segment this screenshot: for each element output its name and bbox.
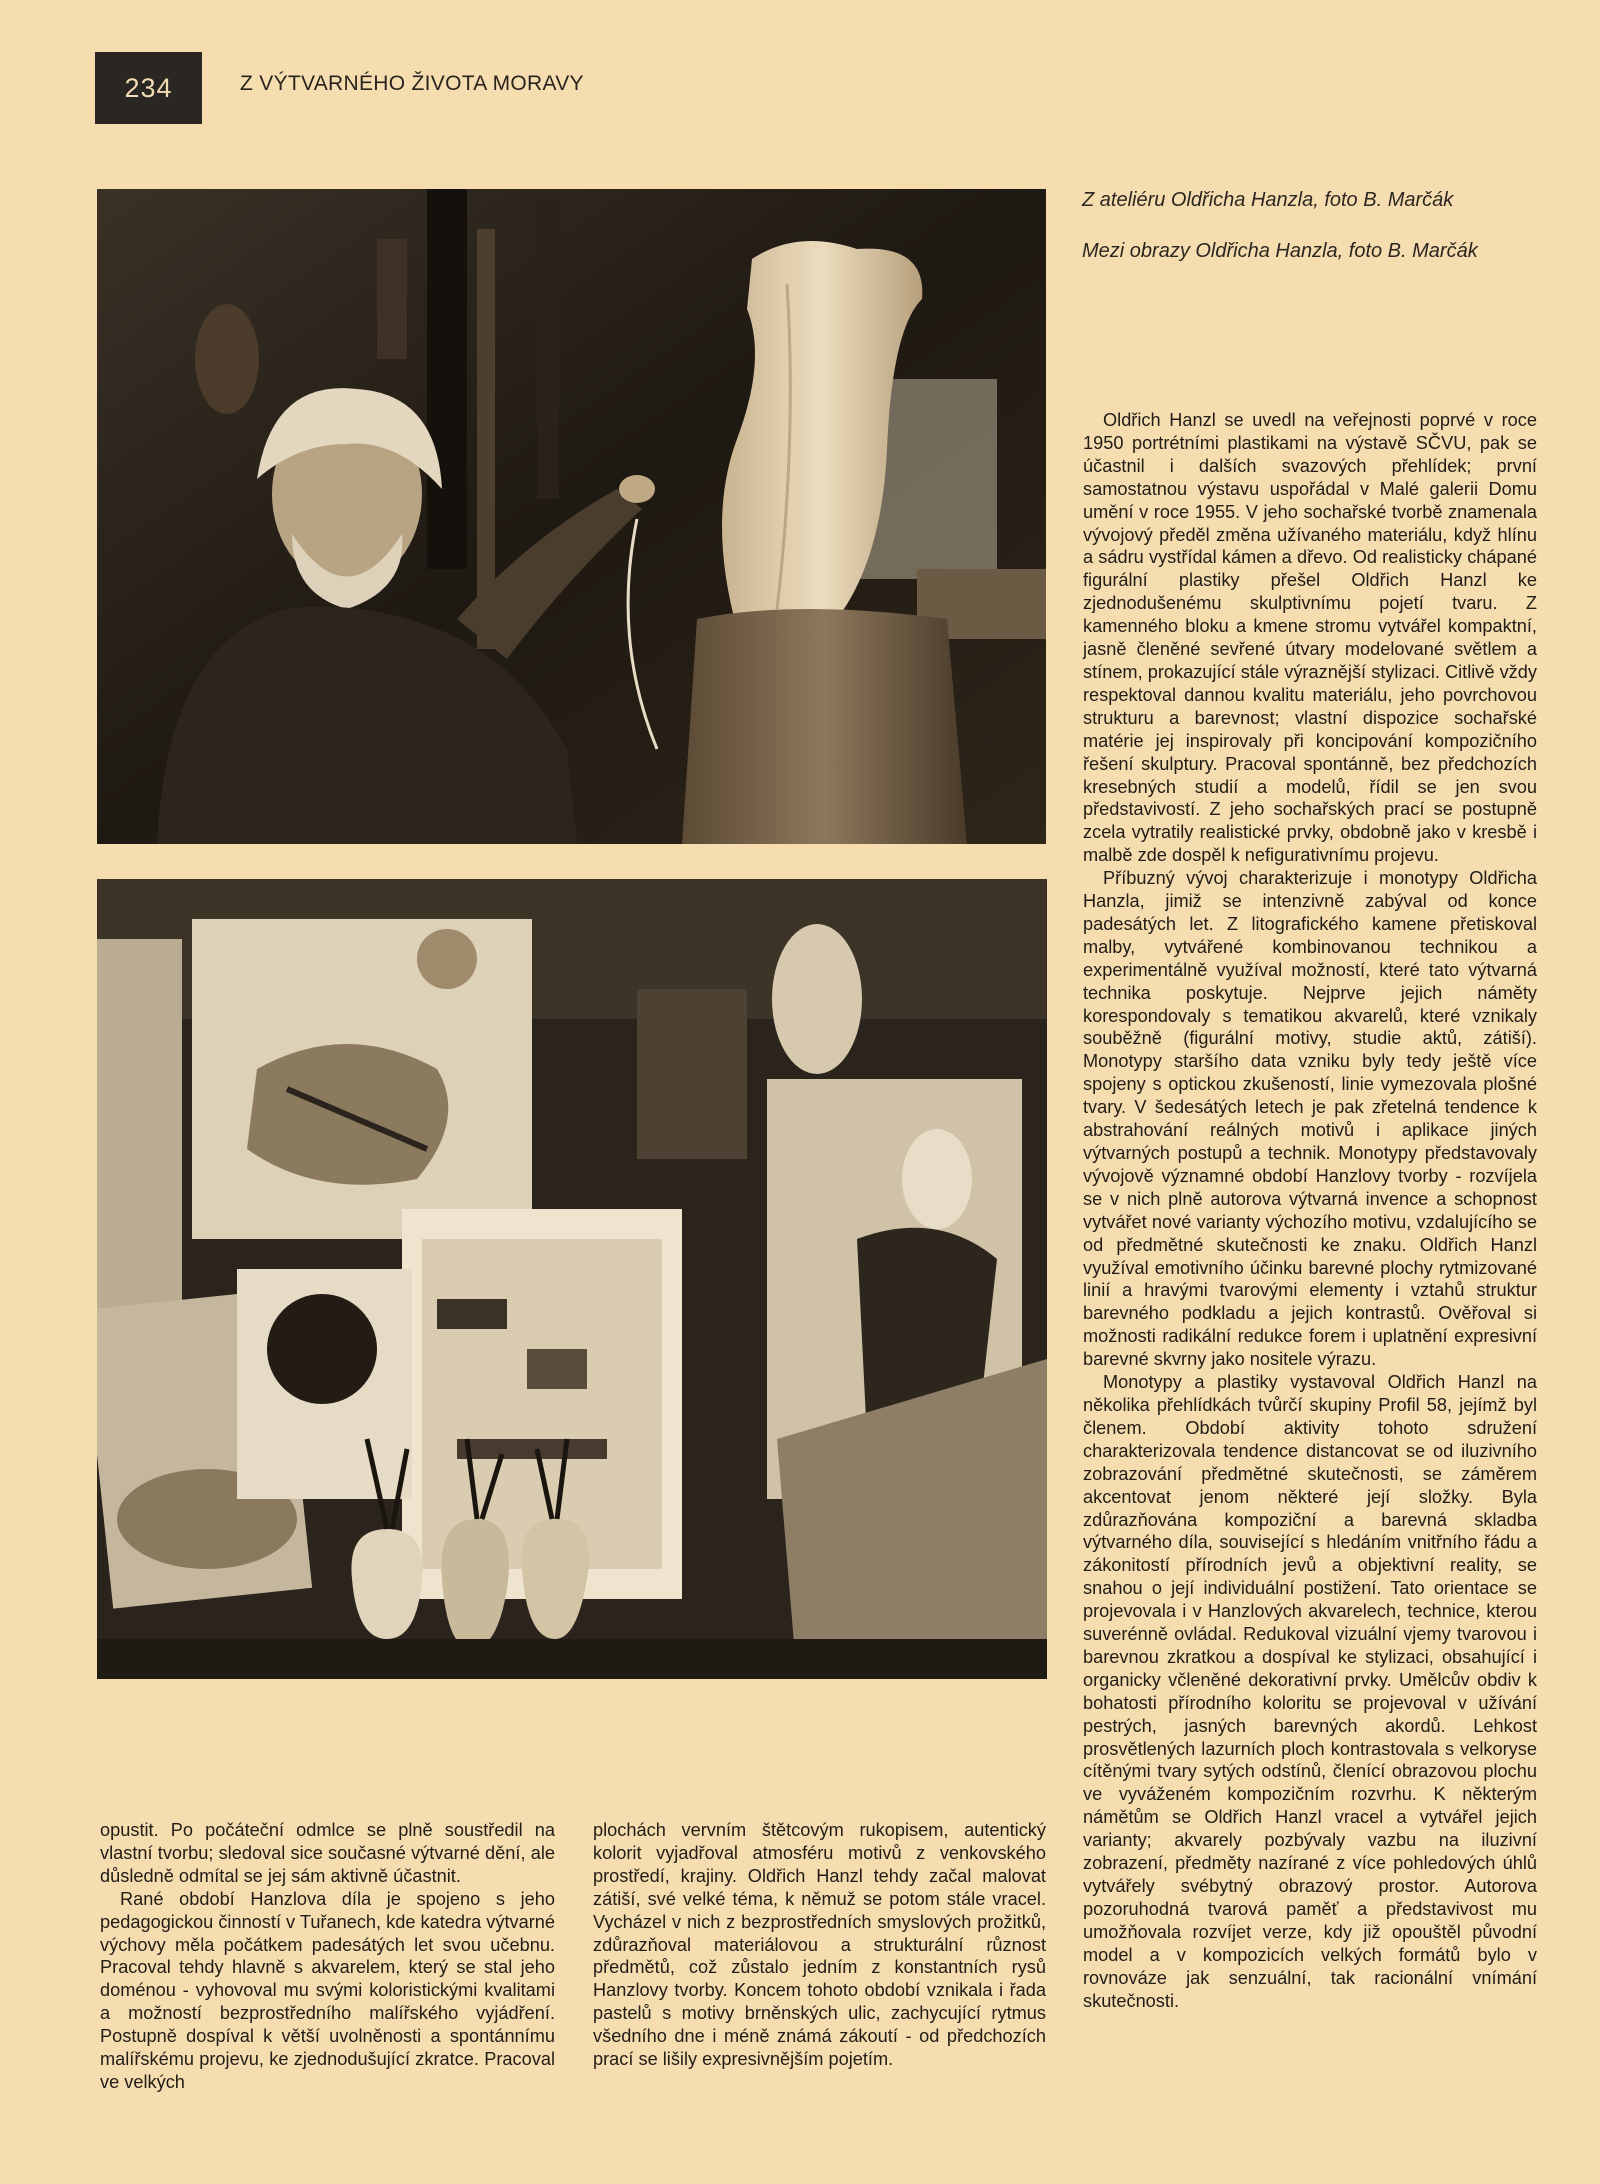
article-column-left: [100, 1819, 555, 2094]
article-paragraph: Rané období Hanzlova díla je spojeno s jeho pedagogickou činností v Tuřanech, kde katedra výtvarné výchovy měla počátkem padesátých let svou učebnu. Pracoval tehdy hlavně s akvarelem, který se stal jeho doménou - vyhovoval mu svými koloristickými kvalitami a možností bezprostředního malířského vyjádření. Postupně dospíval k větší uvolněnosti a spontánnímu malířskému projevu, ke zjednodušující zkratce. Pracoval ve velkých: [100, 1888, 555, 2092]
article-paragraph: opustit. Po počáteční odmlce se plně soustředil na vlastní tvorbu; sledoval sice současné výtvarné dění, ale důsledně odmítal se jej sám aktivně účastnit.: [100, 1820, 555, 1886]
article-paragraph: plochách vervním štětcovým rukopisem, autentický kolorit vyjadřoval atmosféru motivů z venkovského prostředí, krajiny. Oldřich Hanzl tehdy začal malovat zátiší, své velké téma, k němuž se potom stále vracel. Vycházel v nich z bezprostředních smyslových prožitků, zdůrazňoval materiálovou a strukturální různost předmětů, což zůstalo jedním z konstantních rysů Hanzlovy tvorby. Koncem tohoto období vznikala i řada pastelů s motivy brněnských ulic, zachycující rytmus všedního dne i méně známá zákoutí - od předchozích prací se lišily expresivnějším pojetím.: [593, 1820, 1046, 2070]
article-column-middle: [593, 1819, 1046, 2071]
article-column-right: [1083, 409, 1537, 2012]
photo-sculptor-studio-image: [97, 189, 1046, 844]
page-number: 234: [95, 52, 202, 124]
photo-paintings-studio: [97, 879, 1047, 1679]
photo-sculptor-studio: [97, 189, 1046, 844]
photo-captions: [1082, 186, 1542, 288]
article-paragraph: Příbuzný vývoj charakterizuje i monotypy Oldřicha Hanzla, jimiž se intenzivně zabýval od konce padesátých let. Z litografického kamene přetiskoval malby, vytvářené kombinovanou technikou a experimentálně využíval možností, které tato výtvarná technika poskytuje. Nejprve jejich náměty korespondovaly s tematikou akvarelů, které vznikaly souběžně (figurální motivy, studie aktů, zátiší). Monotypy staršího data vzniku byly tedy ještě více spojeny s optickou zkušeností, linie vymezovala plošné tvary. V šedesátých letech je pak zřetelná tendence k abstrahování reálných motivů i aplikace jiných výtvarných postupů a technik. Monotypy představovaly vývojově významné období Hanzlovy tvorby - rozvíjela se v nich plně autorova výtvarná invence a schopnost vytvářet nové varianty výchozího motivu, vzdalujícího se od předmětné skutečnosti ke znaku. Oldřich Hanzl využíval emotivního účinku barevné plochy rytmizované linií a hravými tvarovými elementy i vztahů struktur barevného podkladu a jejich kontrastů. Ověřoval si možnosti radikální redukce forem i uplatnění expresivní barevné skvrny jako nositele výrazu.: [1083, 868, 1537, 1370]
article-paragraph: Oldřich Hanzl se uvedl na veřejnosti poprvé v roce 1950 portrétními plastikami na výstavě SČVU, pak se účastnil i dalších svazových přehlídek; první samostatnou výstavu uspořádal v Malé galerii Domu umění v roce 1955. V jeho sochařské tvorbě znamenala vývojový předěl změna užívaného materiálu, když hlínu a sádru vystřídal kámen a dřevo. Od realisticky chápané figurální plastiky přešel Oldřich Hanzl ke zjednodušenému skulptivnímu pojetí tvaru. Z kamenného bloku a kmene stromu vytvářel kompaktní, jasně členěné sevřené útvary modelované světlem a stínem, prokazující stále výraznější stylizaci. Citlivě vždy respektoval dannou kvalitu materiálu, jeho povrchovou strukturu a barevnost; vlastní dispozice sochařské matérie jej inspirovaly při koncipování kompozičního řešení skulptury. Pracoval spontánně, bez předchozích kresebných studií a modelů, řídil se jen svou představivostí. Z jeho sochařských prací se postupně zcela vytratily realistické prvky, obdobně jako v kresbě i malbě zde dospěl k nefigurativnímu projevu.: [1083, 410, 1537, 866]
photo-paintings-studio-image: [97, 879, 1047, 1679]
running-title: Z VÝTVARNÉHO ŽIVOTA MORAVY: [240, 72, 584, 95]
caption-bottom-photo: Mezi obrazy Oldřicha Hanzla, foto B. Marčák: [1082, 240, 1478, 262]
article-paragraph: Monotypy a plastiky vystavoval Oldřich Hanzl na několika přehlídkách tvůrčí skupiny Profil 58, jejímž byl členem. Období aktivity tohoto sdružení charakterizovala tendence distancovat se od iluzivního zobrazování předmětné skutečnosti, se záměrem akcentovat jenom některé její složky. Byla zdůrazňována kompoziční a barevná skladba výtvarného díla, související s hledáním vnitřního řádu a zákonitostí přírodních jevů a objektivní reality, se snahou o její individuální postižení. Tato orientace se projevovala i v Hanzlových akvarelech, technice, kterou suverénně ovládal. Redukoval vizuální vjemy tvarovou i barevnou zkratkou a dospíval ke stylizaci, obsahující i organicky včleněné dekorativní prvky. Umělcův obdiv k bohatosti přírodního koloritu se projevoval v užívání pestrých, jasných barevných akordů. Lehkost prosvětlených lazurních ploch kontrastovala s velkoryse cítěnými tvary sytých odstínů, členící obrazovou plochu ve vyváženém kompozičním rozvrhu. K některým námětům se Oldřich Hanzl vracel a vytvářel jejich varianty; akvarely pozbývaly vazbu na iluzivní zobrazení, předměty nazírané z více pohledových úhlů vytvářely svébytný obrazový prostor. Autorova pozoruhodná tvarová paměť a představivost mu umožňovala rozvíjet verze, kdy již opouštěl původní model a v kompozicích velkých formátů bylo v rovnováze jak senzuální, tak racionální vnímání skutečnosti.: [1083, 1372, 1537, 2011]
caption-top-photo: Z ateliéru Oldřicha Hanzla, foto B. Marčák: [1082, 189, 1454, 211]
